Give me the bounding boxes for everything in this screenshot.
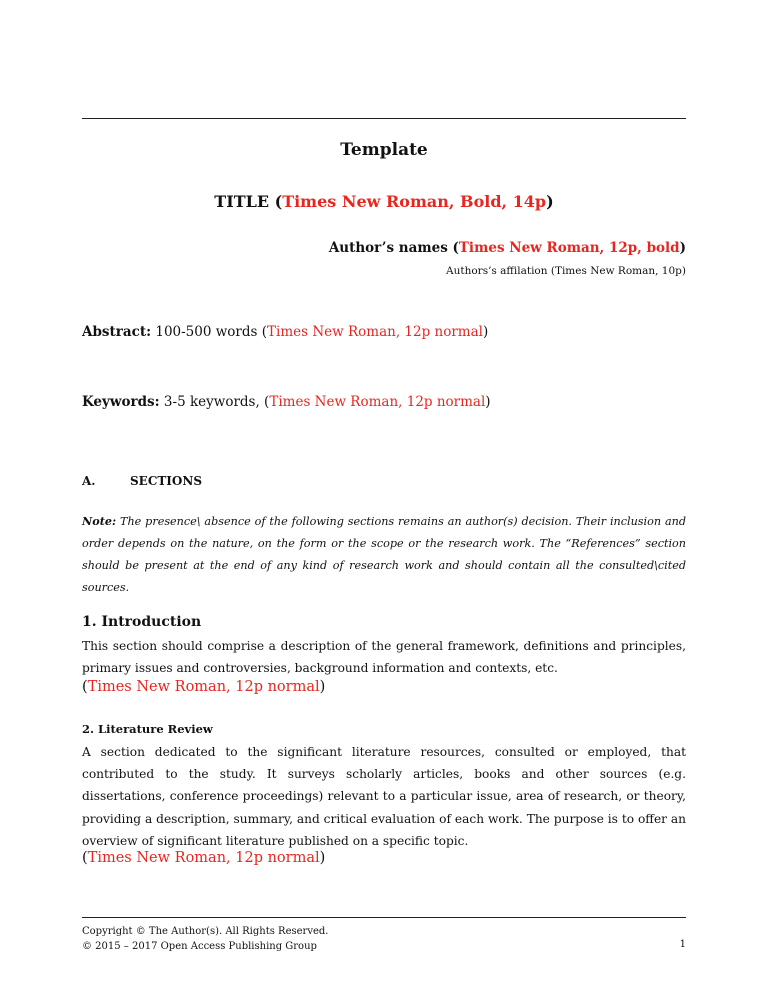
introduction-format-line: [82, 679, 325, 695]
literature-review-format-suffix: ): [319, 850, 326, 866]
document-page: [82, 0, 686, 994]
title-prefix: TITLE (: [214, 192, 283, 211]
title-line: [82, 192, 686, 211]
literature-review-format-prefix: (: [82, 850, 88, 866]
introduction-format-suffix: ): [319, 679, 326, 695]
literature-review-format: Times New Roman, 12p normal: [87, 850, 320, 866]
abstract-suffix: ): [482, 324, 489, 340]
abstract-label: Abstract:: [82, 324, 152, 340]
introduction-format-prefix: (: [82, 679, 88, 695]
literature-review-text: A section dedicated to the significant literature resources, consulted or employed, that contributed to the study. It surveys scholarly articles, books and other sources (e.g. dissertations, conference proceedings) relevant to a particular issue, area of research, or theory, providing a description, summary, and critical evaluation of each work. The purpose is to offer an overview of significant literature published on a specific topic.: [82, 745, 686, 848]
section-a-heading: [82, 474, 202, 488]
literature-review-format-line: [82, 850, 325, 866]
authors-suffix: ): [679, 240, 686, 256]
affiliation-line: Authors’s affilation (Times New Roman, 10p): [446, 265, 686, 277]
keywords-suffix: ): [485, 394, 491, 410]
page-number: 1: [679, 939, 686, 950]
authors-format: Times New Roman, 12p, bold: [458, 240, 680, 256]
note-paragraph: [82, 510, 686, 599]
abstract-line: [82, 324, 488, 340]
authors-prefix: Author’s names (: [328, 240, 459, 256]
introduction-format: Times New Roman, 12p normal: [87, 679, 320, 695]
copyright-line-1: Copyright © The Author(s). All Rights Reserved.: [82, 926, 329, 937]
keywords-line: [82, 394, 491, 410]
template-heading: Template: [340, 140, 428, 160]
header-rule: [82, 118, 686, 119]
abstract-format: Times New Roman, 12p normal: [267, 324, 483, 340]
title-suffix: ): [546, 192, 554, 211]
literature-review-heading: 2. Literature Review: [82, 722, 213, 736]
footer-rule: [82, 917, 686, 918]
note-label: Note:: [82, 514, 117, 528]
keywords-text: 3-5 keywords, (: [159, 394, 270, 410]
abstract-text: 100-500 words (: [151, 324, 268, 340]
introduction-text: This section should comprise a description of the general framework, definitions and principles, primary issues and controversies, background information and contexts, etc.: [82, 639, 686, 675]
title-format: Times New Roman, Bold, 14p: [282, 192, 547, 211]
keywords-format: Times New Roman, 12p normal: [269, 394, 486, 410]
authors-line: [329, 240, 686, 256]
note-text: The presence\ absence of the following sections remains an author(s) decision. Their inclusion and order depends on the nature, on the form or the scope or the research work. The “References” section should be present at the end of any kind of research work and should contain all the consulted\cited sources.: [82, 515, 686, 594]
introduction-heading: 1. Introduction: [82, 614, 202, 630]
section-a-number: A.: [82, 474, 96, 488]
copyright-line-2: © 2015 – 2017 Open Access Publishing Group: [82, 941, 317, 952]
footer-copyright: [82, 924, 328, 954]
section-a-title: SECTIONS: [130, 474, 202, 488]
keywords-label: Keywords:: [82, 394, 160, 410]
